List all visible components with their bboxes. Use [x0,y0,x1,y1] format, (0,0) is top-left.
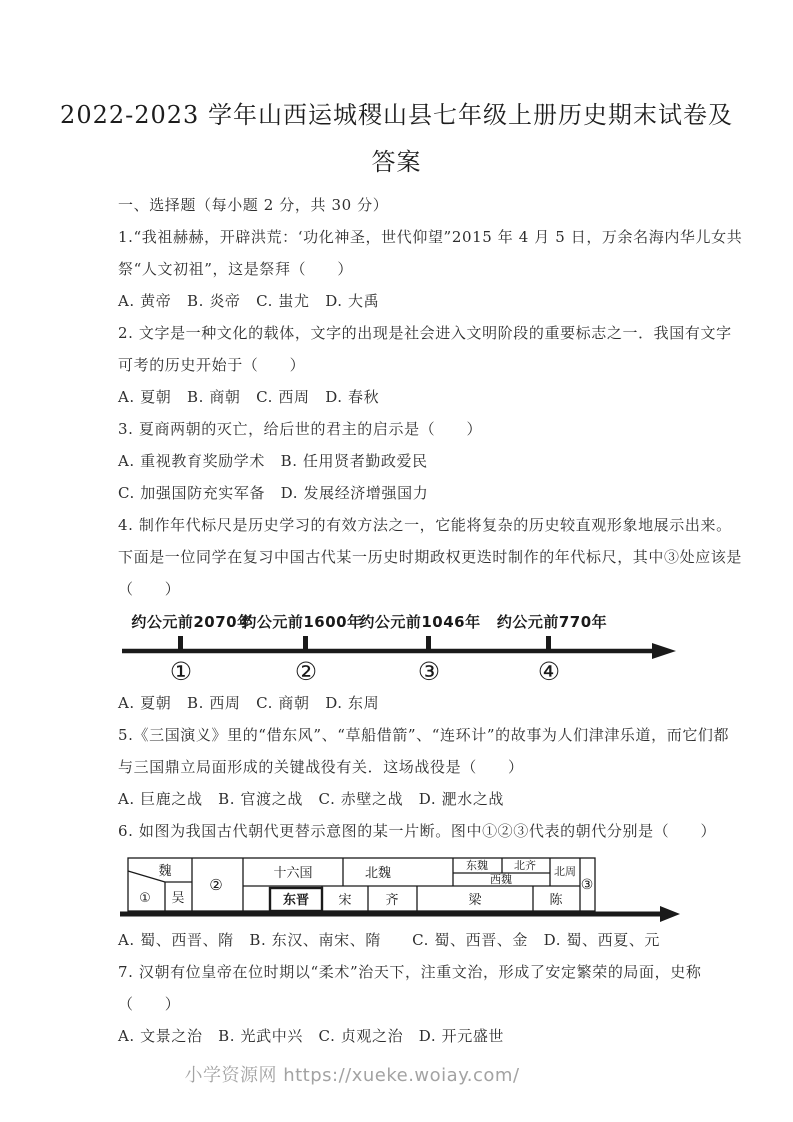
paper-title-line2: 答案 [371,148,422,176]
timeline-arrowhead-icon [652,643,676,659]
question-2-line2: 可考的历史开始于（ ） [118,356,306,374]
timeline-tick-1 [178,636,183,650]
dynasty-cell-circle3: ③ [580,877,594,893]
question-4-line1: 4. 制作年代标尺是历史学习的有效方法之一，它能将复杂的历史较直观形象地展示出来。 [118,516,732,534]
question-5-line2: 与三国鼎立局面形成的关键战役有关．这场战役是（ ） [118,758,524,776]
dynasty-cell-wei: 魏 [158,864,172,879]
dynasty-cell-beiqi: 北齐 [514,859,536,872]
dynasty-cell-shiliuguo: 十六国 [273,866,313,881]
question-4-line3: （ ） [118,580,181,598]
paper-body [0,186,793,1052]
timeline-marker-3: ③ [417,657,441,685]
footer-watermark: 小学资源网 https://xueke.woiay.com/ [184,1065,520,1086]
dynasty-cell-wu: 吴 [171,891,185,906]
question-1-line2: 祭“人文初祖”，这是祭拜（ ） [118,260,353,278]
timeline-label-2070bc: 约公元前2070年 [131,613,253,631]
question-7-options: A. 文景之治 B. 光武中兴 C. 贞观之治 D. 开元盛世 [118,1027,505,1045]
timeline-tick-3 [426,636,431,650]
timeline-marker-1: ① [169,657,193,685]
dynasty-cell-beiwei: 北魏 [364,866,392,881]
timeline-label-1046bc: 约公元前1046年 [359,613,481,631]
timeline-label-1600bc: 约公元前1600年 [241,613,363,631]
question-5-options: A. 巨鹿之战 B. 官渡之战 C. 赤壁之战 D. 淝水之战 [118,790,505,808]
question-7-line1: 7. 汉朝有位皇帝在位时期以“柔术”治天下，注重文治，形成了安定繁荣的局面，史称 [118,963,702,981]
timeline-marker-4: ④ [537,657,561,685]
question-6-options: A. 蜀、西晋、隋 B. 东汉、南宋、隋 C. 蜀、西晋、金 D. 蜀、西夏、元 [118,931,661,949]
question-2-options: A. 夏朝 B. 商朝 C. 西周 D. 春秋 [118,388,380,406]
dynasty-cell-liang: 梁 [468,893,482,908]
question-7-line2: （ ） [118,995,181,1013]
question-3-options-cd: C. 加强国防充实军备 D. 发展经济增强国力 [118,484,429,502]
question-4-options: A. 夏朝 B. 西周 C. 商朝 D. 东周 [118,694,380,712]
dynasty-cell-circle2: ② [209,876,223,894]
question-4-line2: 下面是一位同学在复习中国古代某一历史时期政权更迭时制作的年代标尺，其中③处应该是 [118,548,743,566]
dynasty-svg [120,849,680,922]
timeline-tick-2 [303,636,308,650]
question-5-line1: 5.《三国演义》里的“借东风”、“草船借箭”、“连环计”的故事为人们津津乐道，而它们都 [118,726,730,744]
question-1-line1: 1.“我祖赫赫，开辟洪荒：‘功化神圣，世代仰望”2015 年 4 月 5 日，万余名海内华儿女共 [118,228,743,246]
question-3-options-ab: A. 重视教育奖励学术 B. 任用贤者勤政爱民 [118,452,428,470]
question-3-line1: 3. 夏商两朝的灭亡，给后世的君主的启示是（ ） [118,420,483,438]
dynasty-cell-dongjin: 东晋 [282,893,310,908]
dynasty-cell-qi: 齐 [385,893,399,908]
dynasty-cell-beizhou: 北周 [554,865,576,878]
timeline-tick-4 [546,636,551,650]
dynasty-cell-xiwei: 西魏 [490,873,512,886]
question-1-options: A. 黄帝 B. 炎帝 C. 蚩尤 D. 大禹 [118,292,380,310]
dynasty-cell-dongwei: 东魏 [466,859,488,872]
dynasty-cell-circle1: ① [139,891,151,906]
dynasty-arrowhead-icon [660,906,680,922]
timeline-label-770bc: 约公元前770年 [496,613,608,631]
section-header: 一、选择题（每小题 2 分，共 30 分） [118,196,389,214]
question-2-line1: 2. 文字是一种文化的载体，文字的出现是社会进入文明阶段的重要标志之一．我国有文字 [118,324,732,342]
paper-title-line1: 2022-2023 学年山西运城稷山县七年级上册历史期末试卷及 [60,101,733,129]
timeline-figure [120,607,703,685]
timeline-svg [120,607,680,685]
dynasty-cell-chen: 陈 [549,893,563,908]
paper-title [0,0,793,186]
question-6-line1: 6. 如图为我国古代朝代更替示意图的某一片断。图中①②③代表的朝代分别是（ ） [118,822,717,840]
dynasty-chart-figure [120,849,703,922]
dynasty-cell-song: 宋 [338,893,352,908]
timeline-marker-2: ② [294,657,318,685]
